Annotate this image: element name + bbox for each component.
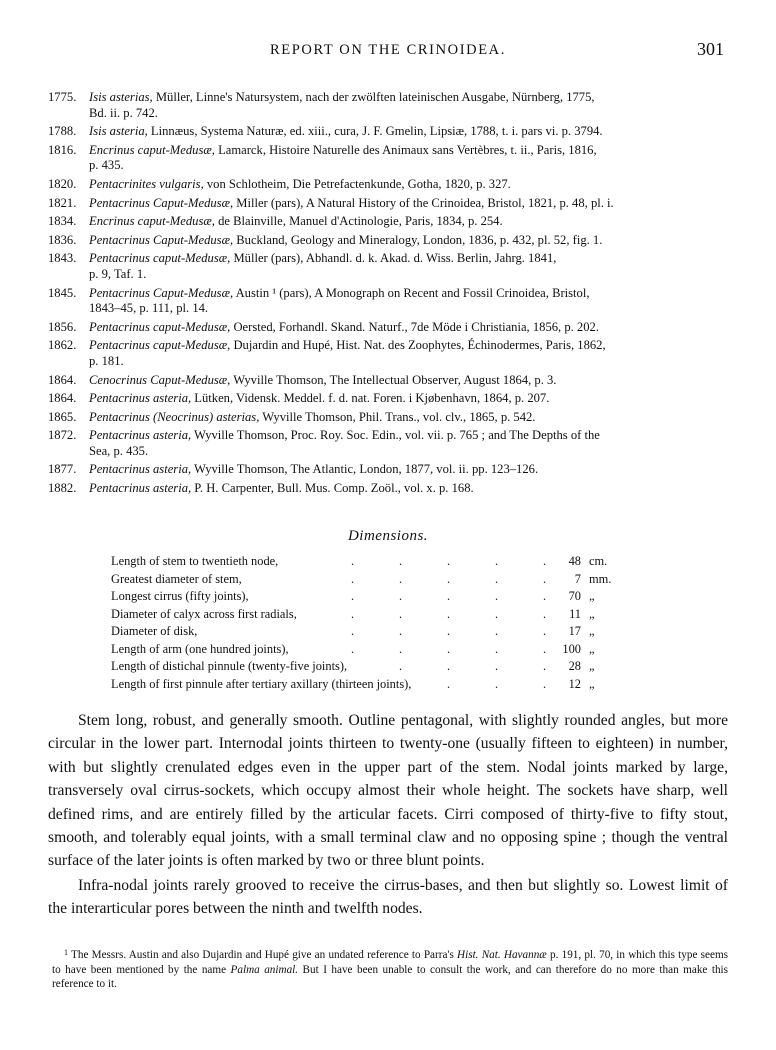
dimension-row: Diameter of disk, 17 „ . . . . . [111, 623, 621, 641]
reference-text: Müller (pars), Abhandl. d. k. Akad. d. Wiss. Berlin, Jahrg. 1841, [230, 251, 557, 266]
running-title: REPORT ON THE CRINOIDEA. [270, 42, 506, 58]
dimension-value: 7 [574, 571, 581, 586]
dimension-unit: „ [589, 589, 595, 603]
dimension-label: Length of stem to twentieth node, [111, 554, 279, 568]
dimension-label: Length of first pinnule after tertiary axillary (thirteen joints), [111, 676, 412, 691]
reference-year: 1877. [48, 462, 77, 477]
dimension-unit: „ [589, 659, 595, 673]
reference-text: von Schlotheim, Die Petrefactenkunde, Gotha, 1820, p. 327. [203, 176, 511, 191]
reference-taxon: Pentacrinus Caput-Medusæ, [89, 232, 234, 247]
footnote-text: But I have been unable to consult the work, and can therefore do no more than make this reference to it. [52, 963, 729, 991]
reference-taxon: Pentacrinus asteria, [89, 428, 192, 443]
dimension-row: Greatest diameter of stem, 7 mm. . . . . . [111, 571, 621, 589]
footnote [52, 946, 728, 992]
reference-text: Lütken, Vidensk. Meddel. f. d. nat. Foren. i Kjøbenhavn, 1864, p. 207. [191, 391, 550, 406]
dimension-value: 11 [569, 606, 581, 621]
reference-entry [48, 251, 728, 282]
reference-text: Wyville Thomson, Proc. Roy. Soc. Edin., vol. vii. p. 765 ; and The Depths of the [191, 428, 600, 443]
dimension-value: 28 [568, 659, 581, 673]
reference-entry [48, 196, 728, 212]
reference-taxon: Isis asterias, [89, 90, 153, 104]
reference-entry [48, 124, 728, 140]
reference-continuation: Bd. ii. p. 742. [89, 105, 158, 120]
reference-text: Wyville Thomson, Phil. Trans., vol. clv., 1865, p. 542. [259, 409, 536, 424]
dimension-unit: cm. [589, 554, 608, 568]
page-number: 301 [697, 39, 724, 59]
reference-taxon: Pentacrinus (Neocrinus) asterias, [89, 409, 260, 424]
dimension-row: Diameter of calyx across first radials, 11 „ . . . . . [111, 606, 621, 624]
dimension-label: Greatest diameter of stem, [111, 571, 242, 586]
reference-entry [48, 410, 728, 426]
reference-entry [48, 233, 728, 249]
reference-year: 1862. [48, 338, 77, 353]
reference-year: 1821. [48, 195, 77, 210]
reference-taxon: Cenocrinus Caput-Medusæ, [89, 372, 231, 387]
reference-text: Miller (pars), A Natural History of the Crinoidea, Bristol, 1821, p. 48, pl. i. [233, 195, 614, 210]
reference-text: Wyville Thomson, The Atlantic, London, 1877, vol. ii. pp. 123–126. [191, 462, 539, 477]
reference-entry [48, 177, 728, 193]
page-header [0, 39, 776, 66]
reference-entry [48, 481, 728, 497]
reference-year: 1834. [48, 214, 77, 229]
reference-entry [48, 462, 728, 478]
reference-text: Wyville Thomson, The Intellectual Observer, August 1864, p. 3. [230, 372, 557, 387]
reference-continuation: Sea, p. 435. [89, 443, 149, 458]
body-paragraph: Infra-nodal joints rarely grooved to receive the cirrus-bases, and then but slightly so. Lowest limit of the interarticular pores between the ninth and twelfth nodes. [48, 876, 728, 918]
reference-text: Buckland, Geology and Mineralogy, London, 1836, p. 432, pl. 52, fig. 1. [233, 232, 603, 247]
reference-year: 1856. [48, 319, 77, 334]
reference-year: 1788. [48, 124, 77, 139]
reference-text: Oersted, Forhandl. Skand. Naturf., 7de Möde i Christiania, 1856, p. 202. [230, 319, 599, 334]
reference-taxon: Pentacrinites vulgaris, [89, 176, 204, 191]
reference-entry [48, 338, 728, 369]
dimension-label: Length of arm (one hundred joints), [111, 641, 289, 656]
reference-year: 1845. [48, 285, 77, 300]
dimension-value: 48 [568, 554, 581, 568]
reference-continuation: p. 181. [89, 353, 124, 368]
reference-year: 1816. [48, 142, 77, 157]
reference-text: de Blainville, Manuel d'Actinologie, Paris, 1834, p. 254. [214, 214, 503, 229]
reference-continuation: p. 435. [89, 158, 124, 173]
dimension-unit: mm. [589, 571, 612, 586]
footnote-text: p. 191, pl. 70, in which this type seems to have been mentioned by the name [52, 949, 728, 976]
reference-year: 1836. [48, 232, 77, 247]
reference-text: Linnæus, Systema Naturæ, ed. xiii., cura, J. F. Gmelin, Lipsiæ, 1788, t. i. pars vi. p. 3794. [147, 124, 603, 139]
dimension-label: Diameter of disk, [111, 624, 198, 638]
reference-taxon: Pentacrinus caput-Medusæ, [89, 338, 231, 353]
dimension-row: Length of stem to twentieth node, 48 cm. . . . . . [111, 553, 621, 571]
dimension-row: Length of first pinnule after tertiary axillary (thirteen joints), 12 „ . . . [111, 676, 621, 694]
dimension-unit: „ [589, 624, 595, 638]
reference-entry [48, 391, 728, 407]
reference-year: 1820. [48, 176, 77, 191]
dimensions-heading: Dimensions. [347, 528, 429, 544]
reference-entry [48, 90, 728, 121]
reference-continuation: p. 9, Taf. 1. [89, 266, 147, 281]
reference-year: 1864. [48, 372, 77, 387]
reference-taxon: Encrinus caput-Medusæ, [89, 214, 215, 229]
dimensions-table [111, 553, 621, 693]
reference-entry [48, 143, 728, 174]
reference-year: 1882. [48, 481, 77, 496]
reference-entry [48, 214, 728, 230]
dimension-row: Length of distichal pinnule (twenty-five joints), 28 „ . . . . [111, 658, 621, 676]
reference-year: 1775. [48, 90, 77, 104]
reference-entry [48, 373, 728, 389]
dimension-label: Longest cirrus (fifty joints), [111, 589, 249, 603]
description-text [48, 709, 728, 921]
reference-year: 1872. [48, 428, 77, 443]
dimension-value: 100 [562, 641, 581, 656]
reference-taxon: Pentacrinus Caput-Medusæ, [89, 285, 234, 300]
reference-year: 1843. [48, 251, 77, 266]
reference-year: 1864. [48, 391, 77, 406]
footnote-mark: 1 [64, 948, 68, 957]
synonymy-list [48, 90, 728, 500]
reference-text: Austin ¹ (pars), A Monograph on Recent and Fossil Crinoidea, Bristol, [233, 285, 590, 300]
body-paragraph: Stem long, robust, and generally smooth. Outline pentagonal, with slightly rounded angles, but more circular in the lower part. Internodal joints thirteen to twenty-one (usually fifteen to eighteen) in number, with but slightly crenulated edges even in the upper part of the stem. Nodal joints marked by large, transversely oval cirrus-sockets, which occupy almost their whole height. The sockets have sharp, well defined rims, and are entirely filled by the articular facets. Cirri composed of thirty-five to fifty stout, smooth, and tolerably equal joints, with a small terminal claw and no opposing spine ; though the ventral surface of the later joints is often marked by two or three blunt points. [48, 712, 728, 870]
dimension-value: 70 [568, 589, 581, 603]
dimension-unit: „ [589, 641, 595, 656]
dimension-unit: „ [589, 606, 595, 621]
dimension-unit: „ [589, 676, 595, 691]
dimension-row: Longest cirrus (fifty joints), 70 „ . . . . . [111, 588, 621, 606]
reference-taxon: Pentacrinus caput-Medusæ, [89, 251, 231, 266]
reference-text: Müller, Linne's Natursystem, nach der zwölften lateinischen Ausgabe, Nürnberg, 1775, [152, 90, 595, 104]
reference-taxon: Pentacrinus asteria, [89, 391, 192, 406]
reference-text: Lamarck, Histoire Naturelle des Animaux sans Vertèbres, t. ii., Paris, 1816, [214, 142, 597, 157]
footnote-citation: Hist. Nat. Havannæ [457, 949, 547, 961]
dimension-label: Diameter of calyx across first radials, [111, 606, 297, 621]
reference-entry [48, 320, 728, 336]
reference-taxon: Encrinus caput-Medusæ, [89, 142, 215, 157]
reference-text: Dujardin and Hupé, Hist. Nat. des Zoophytes, Échinodermes, Paris, 1862, [230, 338, 606, 353]
reference-taxon: Pentacrinus asteria, [89, 462, 192, 477]
dimension-label: Length of distichal pinnule (twenty-five joints), [111, 659, 348, 673]
reference-taxon: Pentacrinus caput-Medusæ, [89, 319, 231, 334]
footnote-name: Palma animal. [230, 963, 299, 976]
reference-entry [48, 286, 728, 317]
dimension-value: 12 [568, 676, 581, 691]
reference-taxon: Pentacrinus asteria, [89, 481, 192, 496]
reference-taxon: Isis asteria, [89, 124, 148, 139]
dimension-row: Length of arm (one hundred joints), 100 „ . . . . . [111, 641, 621, 659]
reference-continuation: 1843–45, p. 111, pl. 14. [89, 301, 209, 316]
reference-year: 1865. [48, 409, 77, 424]
reference-entry [48, 428, 728, 459]
reference-taxon: Pentacrinus Caput-Medusæ, [89, 195, 234, 210]
reference-text: P. H. Carpenter, Bull. Mus. Comp. Zoöl., vol. x. p. 168. [191, 481, 474, 496]
dimension-value: 17 [568, 624, 581, 638]
footnote-text: The Messrs. Austin and also Dujardin and Hupé give an undated reference to Parra's [68, 949, 458, 961]
